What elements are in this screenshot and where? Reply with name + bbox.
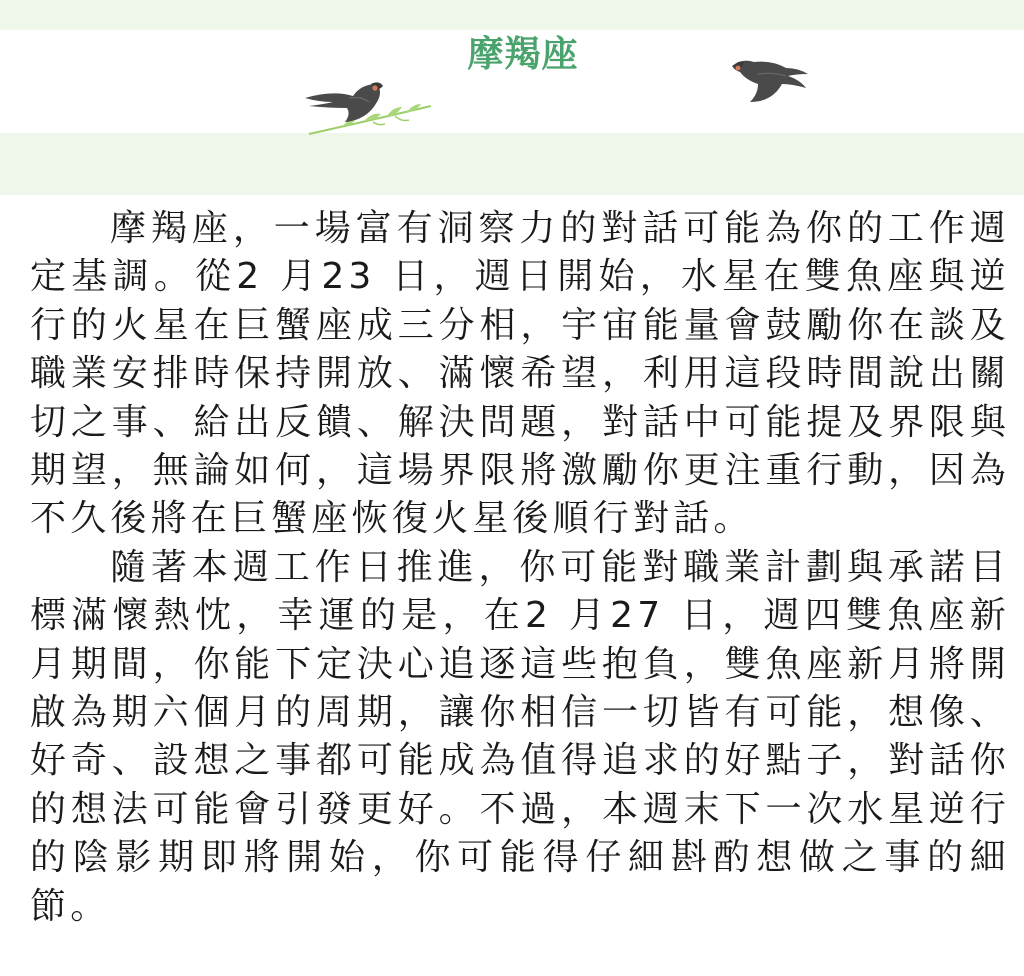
horoscope-article xyxy=(30,205,1010,931)
page-title: 摩羯座 xyxy=(467,34,579,75)
paragraph-1: 摩羯座，一場富有洞察力的對話可能為你的工作週定基調。從2 月23 日，週日開始，水星在雙魚座與逆行的火星在巨蟹座成三分相，宇宙能量會鼓勵你在談及職業安排時保持開放、滿懷希望，利用這段時間說出關切之事、給出反饋、解決問題，對話中可能提及界限與期望，無論如何，這場界限將激勵你更注重行動，因為不久後將在巨蟹座恢復火星後順行對話。 xyxy=(30,208,1010,540)
swallow-icon xyxy=(728,54,810,106)
swallow-with-willow-branch-icon xyxy=(303,72,435,138)
header-color-band xyxy=(0,133,1024,195)
top-color-band xyxy=(0,0,1024,30)
paragraph-2: 隨著本週工作日推進，你可能對職業計劃與承諾目標滿懷熱忱，幸運的是，在2 月27 日，週四雙魚座新月期間，你能下定決心追逐這些抱負，雙魚座新月將開啟為期六個月的周期，讓你相信一切皆有可能，想像、好奇、設想之事都可能成為值得追求的好點子，對話你的想法可能會引發更好。不過，本週末下一次水星逆行的陰影期即將開始，你可能得仔細斟酌想做之事的細節。 xyxy=(30,546,1010,927)
